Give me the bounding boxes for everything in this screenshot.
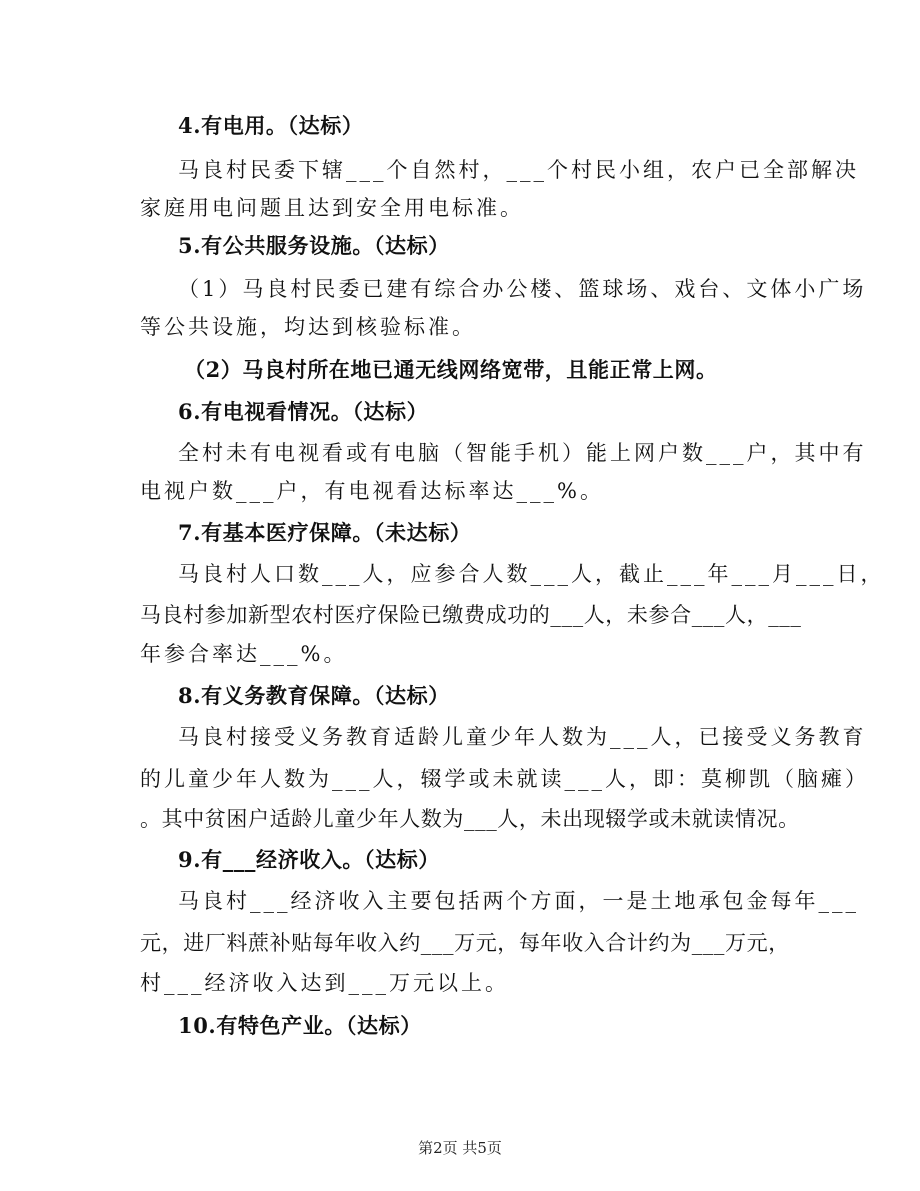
body-line: 马良村___经济收入主要包括两个方面，一是土地承包金每年___	[178, 889, 859, 913]
body-line: 的儿童少年人数为___人，辍学或未就读___人，即：莫柳凯（脑瘫）	[140, 767, 869, 791]
body-line: 元，进厂料蔗补贴每年收入约___万元，每年收入合计约为___万元，	[140, 931, 790, 955]
body-line: 等公共设施，均达到核验标准。	[140, 315, 476, 339]
section-heading-10: 10.有特色产业。（达标）	[178, 1013, 422, 1038]
section-heading-7: 7.有基本医疗保障。（未达标）	[178, 520, 472, 545]
body-line: 村___经济收入达到___万元以上。	[140, 971, 509, 995]
body-line: 全村未有电视看或有电脑（智能手机）能上网户数___户，其中有	[178, 441, 867, 465]
body-line-bold: （2）马良村所在地已通无线网络宽带，且能正常上网。	[184, 357, 718, 382]
body-line: 年参合率达___%。	[140, 642, 348, 666]
body-line: 家庭用电问题且达到安全用电标准。	[140, 196, 524, 220]
body-line: （1）马良村民委已建有综合办公楼、篮球场、戏台、文体小广场	[178, 277, 867, 301]
body-line: 马良村参加新型农村医疗保险已缴费成功的___人，未参合___人，___	[140, 603, 802, 627]
section-heading-6: 6.有电视看情况。（达标）	[178, 399, 429, 424]
section-heading-5: 5.有公共服务设施。（达标）	[178, 233, 450, 258]
body-line: 电视户数___户，有电视看达标率达___%。	[140, 479, 604, 503]
section-heading-9: 9.有___经济收入。（达标）	[178, 847, 440, 872]
section-heading-8: 8.有义务教育保障。（达标）	[178, 683, 450, 708]
page-number-footer: 第2页 共5页	[418, 1139, 502, 1157]
body-line: 马良村民委下辖___个自然村，___个村民小组，农户已全部解决	[178, 158, 859, 182]
body-line: 马良村接受义务教育适龄儿童少年人数为___人，已接受义务教育	[178, 725, 867, 749]
body-line: 。其中贫困户适龄儿童少年人数为___人，未出现辍学或未就读情况。	[140, 807, 800, 831]
body-line: 马良村人口数___人，应参合人数___人，截止___年___月___日，	[178, 562, 885, 586]
section-heading-4: 4.有电用。（达标）	[178, 113, 364, 138]
